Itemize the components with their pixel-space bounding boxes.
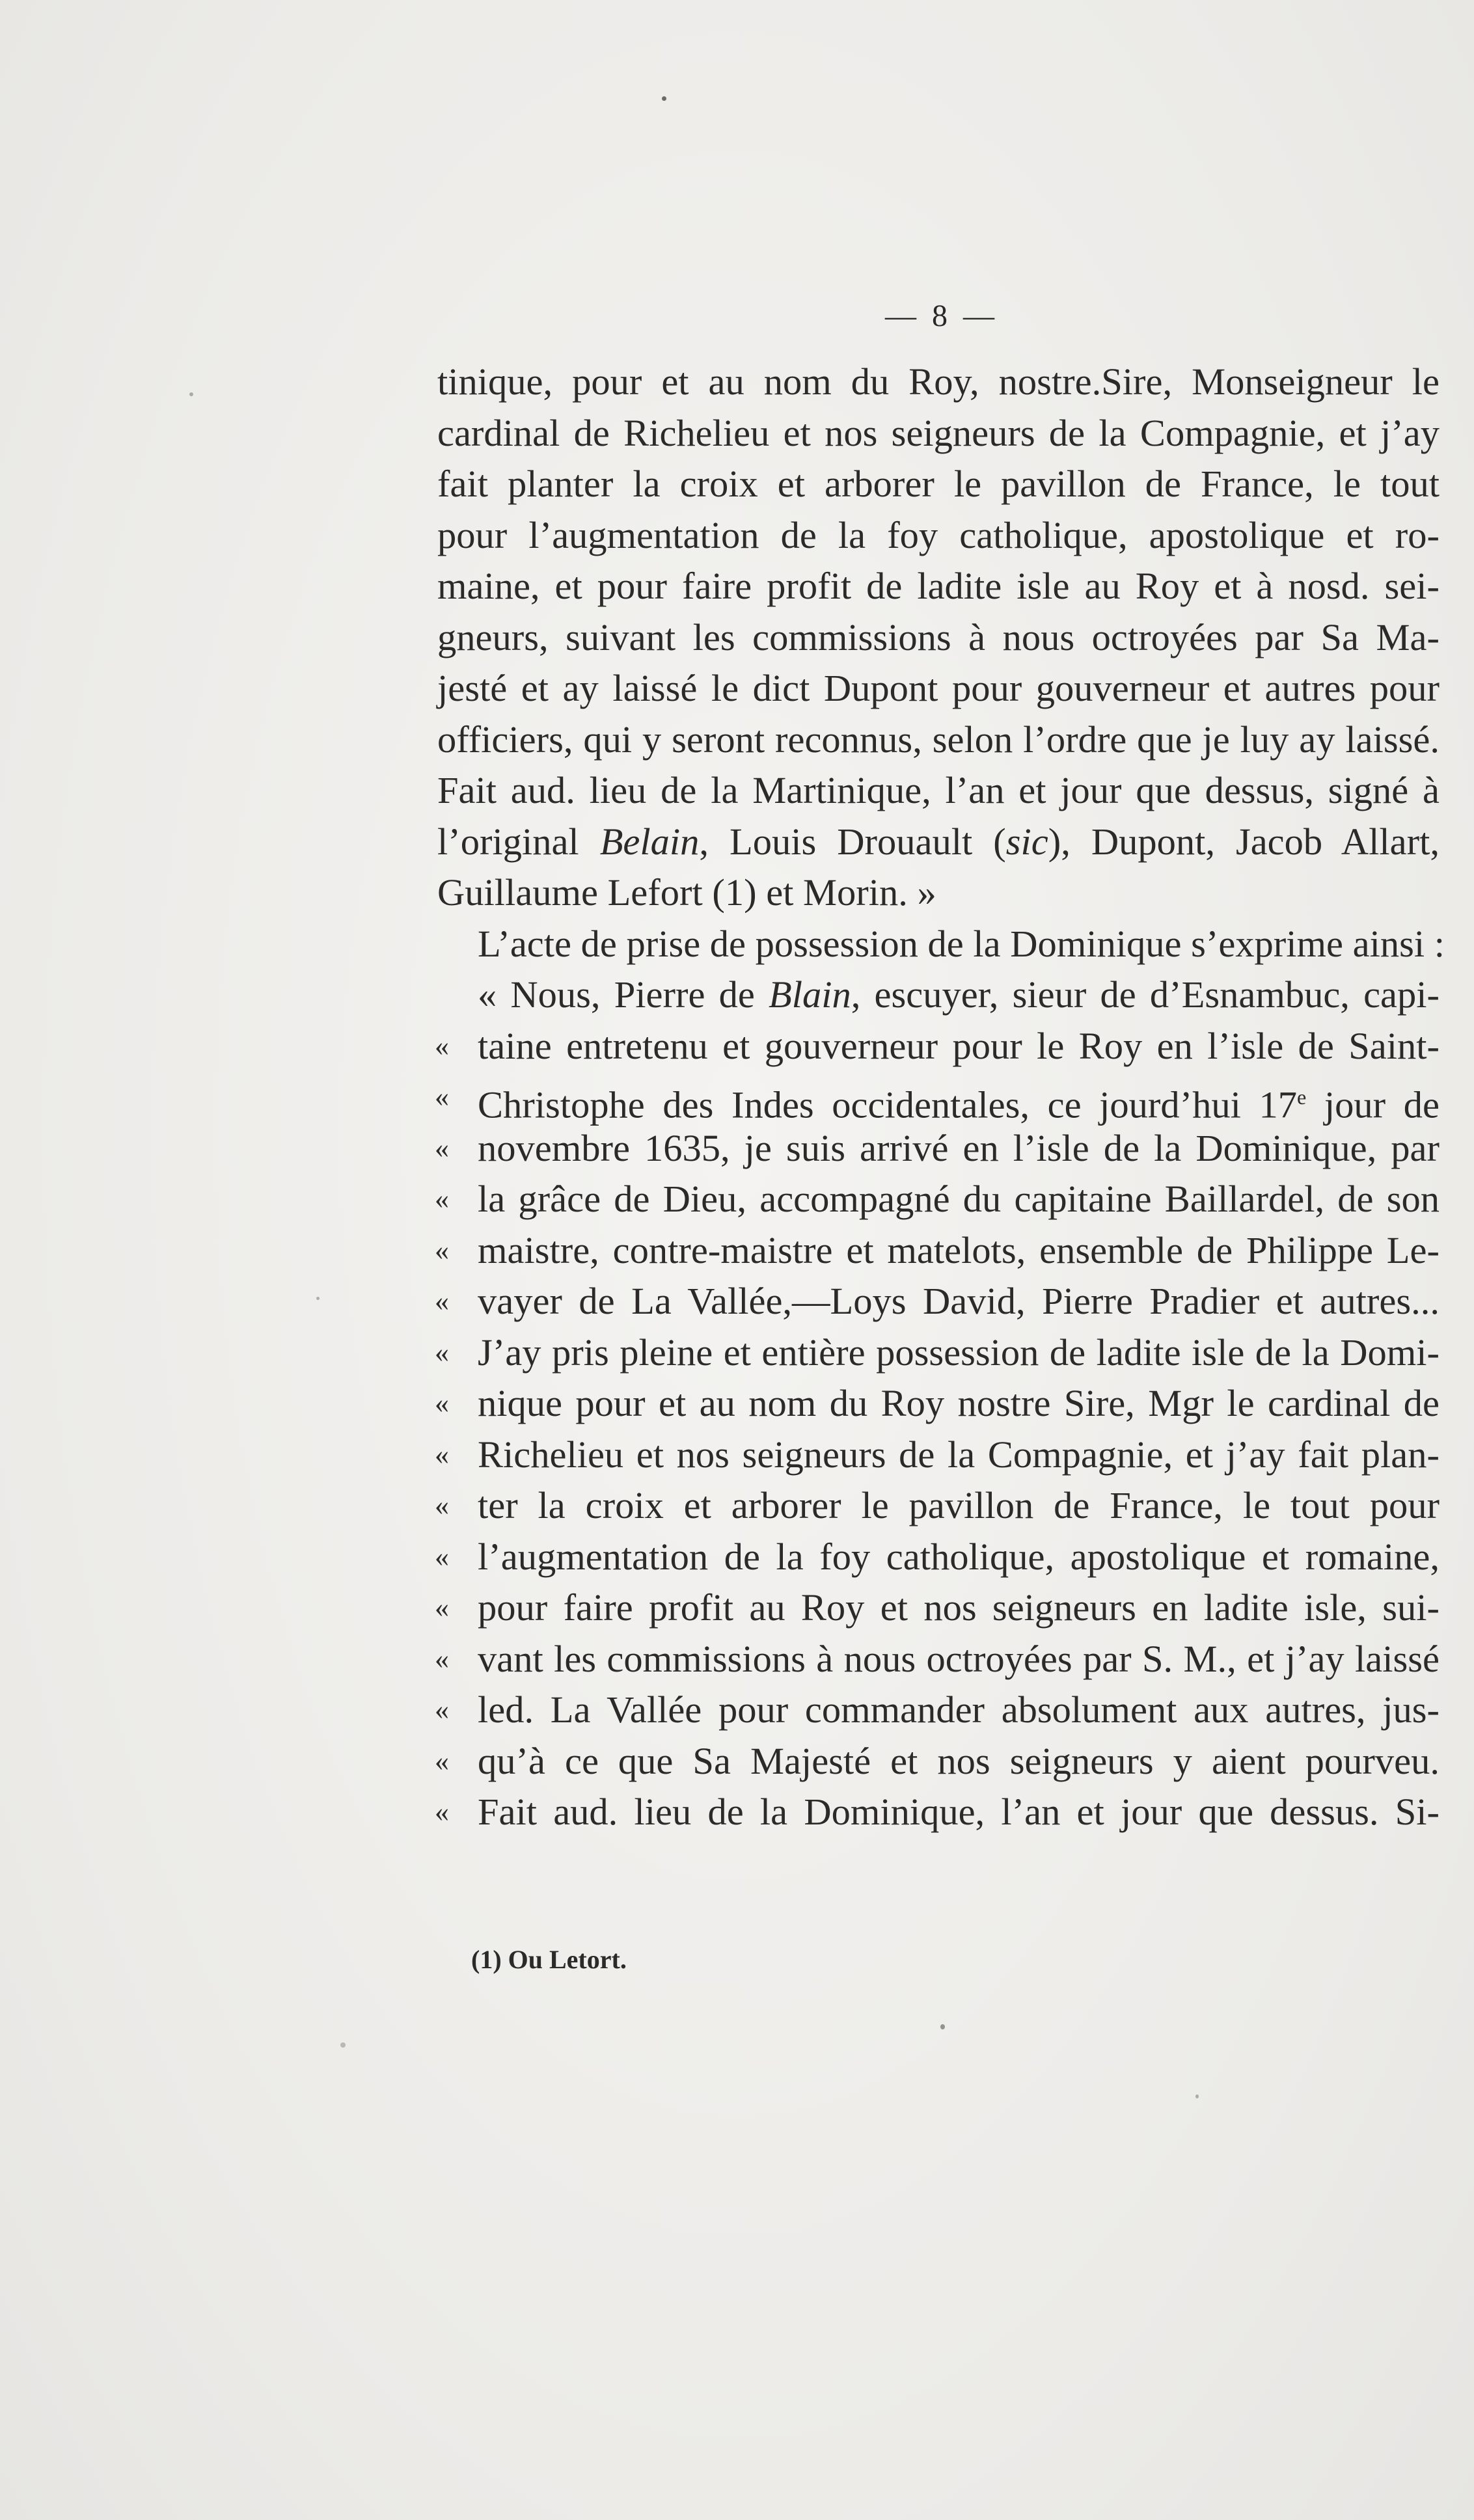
body-text [435, 357, 1445, 1838]
guillemet-mark: « [435, 1285, 449, 1317]
paper-speck [1195, 2094, 1199, 2098]
line-text: vayer de La Vallée,—Loys David, Pierre Pradier et autres... [478, 1280, 1440, 1322]
line-text: fait planter la croix et arborer le pavillon de France, le tout [437, 463, 1440, 505]
guillemet-mark: « [435, 1438, 449, 1470]
line-text: vant les commissions à nous octroyées par S. M., et j’ay laissé [478, 1637, 1440, 1680]
text-line [437, 1276, 1440, 1327]
paper-speck [940, 2024, 945, 2029]
line-text: Fait aud. lieu de la Dominique, l’an et jour que dessus. Si- [478, 1791, 1440, 1833]
text-line [437, 1736, 1440, 1787]
text-line [437, 1582, 1440, 1634]
line-text: Christophe des Indes occidentales, ce jourd’hui 17e jour de [478, 1083, 1440, 1126]
line-text: Fait aud. lieu de la Martinique, l’an et jour que dessus, signé à [437, 769, 1440, 811]
line-text: l’original Belain, Louis Drouault (sic), Dupont, Jacob Allart, [437, 820, 1440, 863]
guillemet-mark: « [435, 1081, 449, 1113]
text-line [437, 1225, 1440, 1277]
line-text: novembre 1635, je suis arrivé en l’isle de la Dominique, par [478, 1126, 1440, 1169]
page-number: — 8 — [885, 299, 998, 333]
text-line [437, 408, 1440, 459]
guillemet-mark: « [435, 1387, 449, 1419]
text-line [437, 459, 1440, 510]
text-line [437, 357, 1440, 408]
text-line [437, 919, 1445, 970]
line-text: ter la croix et arborer le pavillon de France, le tout pour [478, 1484, 1440, 1526]
text-line [435, 1072, 1440, 1126]
line-text: « Nous, Pierre de Blain, escuyer, sieur de d’Esnambuc, capi- [478, 973, 1440, 1016]
footnote: (1) Ou Letort. [471, 1945, 627, 1974]
line-text: Guillaume Lefort (1) et Morin. » [437, 871, 936, 914]
guillemet-mark: « [435, 1540, 449, 1573]
text-line [437, 1787, 1440, 1838]
line-text: la grâce de Dieu, accompagné du capitaine Baillardel, de son [478, 1178, 1440, 1220]
line-text: led. La Vallée pour commander absolument aux autres, jus- [478, 1688, 1440, 1731]
text-line [437, 1685, 1440, 1736]
text-line [437, 1634, 1440, 1685]
guillemet-mark: « [435, 1336, 449, 1368]
line-text: taine entretenu et gouverneur pour le Roy en l’isle de Saint- [478, 1024, 1440, 1067]
guillemet-mark: « [435, 1642, 449, 1675]
line-text: l’augmentation de la foy catholique, apostolique et romaine, [478, 1535, 1440, 1578]
text-line [437, 969, 1440, 1021]
text-line [437, 510, 1440, 562]
paper-speck [189, 392, 193, 396]
paper-speck [316, 1297, 320, 1300]
line-text: jesté et ay laissé le dict Dupont pour gouverneur et autres pour [437, 667, 1440, 709]
text-line [437, 1429, 1440, 1481]
guillemet-mark: « [435, 1234, 449, 1266]
paper-speck [662, 96, 666, 101]
guillemet-mark: « [435, 1694, 449, 1726]
line-text: cardinal de Richelieu et nos seigneurs de la Compagnie, et j’ay [437, 411, 1440, 454]
text-line [437, 714, 1440, 766]
guillemet-mark: « [435, 1592, 449, 1623]
text-line [437, 867, 1440, 919]
line-text: pour l’augmentation de la foy catholique, apostolique et ro- [437, 513, 1440, 556]
line-text: officiers, qui y seront reconnus, selon l’ordre que je luy ay laissé. [437, 718, 1440, 761]
line-text: qu’à ce que Sa Majesté et nos seigneurs y aient pourveu. [478, 1739, 1440, 1782]
line-text: L’acte de prise de possession de la Dominique s’exprime ainsi : [478, 922, 1445, 965]
line-text: maistre, contre-maistre et matelots, ensemble de Philippe Le- [478, 1228, 1440, 1271]
text-line [437, 663, 1440, 714]
text-line [437, 817, 1440, 868]
text-line [437, 561, 1440, 612]
guillemet-mark: « [435, 1489, 449, 1521]
guillemet-mark: « [435, 1131, 449, 1164]
text-line [437, 1378, 1440, 1429]
line-text: J’ay pris pleine et entière possession de ladite isle de la Domi- [478, 1331, 1440, 1374]
guillemet-mark: « [435, 1796, 449, 1828]
text-line [437, 1123, 1440, 1174]
line-text: gneurs, suivant les commissions à nous octroyées par Sa Ma- [437, 616, 1440, 658]
guillemet-mark: « [435, 1029, 449, 1062]
paper-speck [340, 2042, 346, 2048]
guillemet-mark: « [435, 1744, 449, 1777]
line-text: Richelieu et nos seigneurs de la Compagnie, et j’ay fait plan- [478, 1433, 1440, 1476]
text-line [437, 1021, 1440, 1072]
text-line [437, 1327, 1440, 1379]
text-line [437, 765, 1440, 817]
line-text: maine, et pour faire profit de ladite isle au Roy et à nosd. sei- [437, 565, 1440, 607]
guillemet-mark: « [435, 1183, 449, 1215]
text-line [437, 1532, 1440, 1583]
line-text: nique pour et au nom du Roy nostre Sire, Mgr le cardinal de [478, 1382, 1440, 1424]
text-line [437, 612, 1440, 664]
line-text: tinique, pour et au nom du Roy, nostre.Sire, Monseigneur le [437, 360, 1440, 403]
text-line [437, 1174, 1440, 1225]
text-line [437, 1480, 1440, 1532]
line-text: pour faire profit au Roy et nos seigneurs en ladite isle, sui- [478, 1586, 1440, 1629]
